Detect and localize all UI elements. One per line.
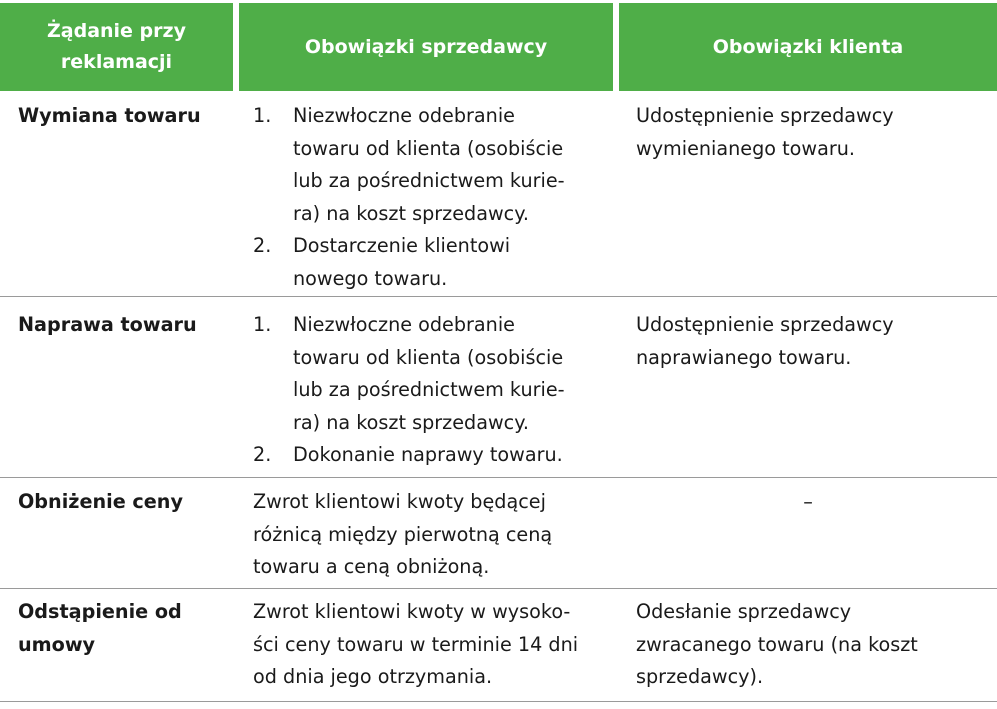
step-number: 2.: [253, 443, 272, 466]
step-line: lub za pośrednictwem kurie-: [293, 169, 565, 192]
request-label: Odstąpienie od: [18, 600, 182, 623]
step-line: Dostarczenie klientowi: [293, 234, 511, 257]
step-number: 1.: [253, 104, 272, 127]
step-line: lub za pośrednictwem kurie-: [293, 378, 565, 401]
step-line: towaru od klienta (osobiście: [293, 345, 564, 369]
list-item: [253, 309, 613, 439]
client-line: –: [803, 490, 813, 513]
table-row: [0, 297, 997, 478]
request-cell: [18, 486, 228, 519]
seller-line: Zwrot klientowi kwoty w wysoko-: [253, 600, 571, 623]
client-cell: [636, 100, 986, 165]
table-row: [0, 91, 997, 297]
seller-cell: [253, 596, 613, 694]
request-cell: [18, 100, 228, 133]
step-number: 1.: [253, 313, 272, 336]
header-seller-duties: [239, 3, 613, 91]
request-label: Naprawa towaru: [18, 313, 197, 336]
step-line: ra) na koszt sprzedawcy.: [293, 410, 529, 434]
seller-line: ści ceny towaru w terminie 14 dni: [253, 632, 579, 656]
request-label: umowy: [18, 632, 96, 656]
table-row: [0, 589, 997, 702]
request-cell: [18, 596, 228, 661]
client-line: zwracanego towaru (na koszt: [636, 632, 918, 656]
client-line: naprawianego towaru.: [636, 345, 852, 369]
seller-line: Zwrot klientowi kwoty będącej: [253, 490, 546, 513]
list-item: [253, 230, 613, 295]
step-line: Niezwłoczne odebranie: [293, 104, 515, 127]
client-line: Udostępnienie sprzedawcy: [636, 104, 894, 127]
header-seller-label: Obowiązki sprzedawcy: [304, 35, 548, 58]
header-request: [0, 3, 233, 91]
seller-steps: [253, 309, 613, 472]
client-cell: [636, 596, 986, 694]
list-item: [253, 100, 613, 230]
client-line: Udostępnienie sprzedawcy: [636, 313, 894, 336]
header-client-label: Obowiązki klienta: [712, 35, 904, 58]
seller-steps: [253, 100, 613, 295]
request-label: Obniżenie ceny: [18, 490, 183, 513]
client-line: wymienianego towaru.: [636, 136, 855, 160]
list-item: [253, 439, 613, 472]
table-header: [0, 0, 997, 91]
client-cell: [619, 486, 997, 519]
step-line: ra) na koszt sprzedawcy.: [293, 201, 529, 225]
request-label: Wymiana towaru: [18, 104, 201, 127]
header-request-line: Żądanie przy: [47, 20, 186, 42]
seller-line: różnicą między pierwotną ceną: [253, 522, 553, 546]
client-line: sprzedawcy).: [636, 665, 764, 688]
step-line: towaru od klienta (osobiście: [293, 136, 564, 160]
seller-line: towaru a ceną obniżoną.: [253, 555, 490, 578]
step-line: Dokonanie naprawy towaru.: [293, 443, 563, 466]
step-line: Niezwłoczne odebranie: [293, 313, 515, 336]
client-line: Odesłanie sprzedawcy: [636, 600, 852, 623]
header-client-duties: [619, 3, 997, 91]
table-row: [0, 478, 997, 589]
seller-line: od dnia jego otrzymania.: [253, 665, 493, 688]
client-cell: [636, 309, 986, 374]
request-cell: [18, 309, 228, 342]
seller-cell: [253, 309, 613, 472]
step-number: 2.: [253, 234, 272, 257]
step-line: nowego towaru.: [293, 266, 448, 290]
seller-cell: [253, 486, 613, 584]
seller-cell: [253, 100, 613, 295]
header-request-line: reklamacji: [60, 51, 173, 73]
